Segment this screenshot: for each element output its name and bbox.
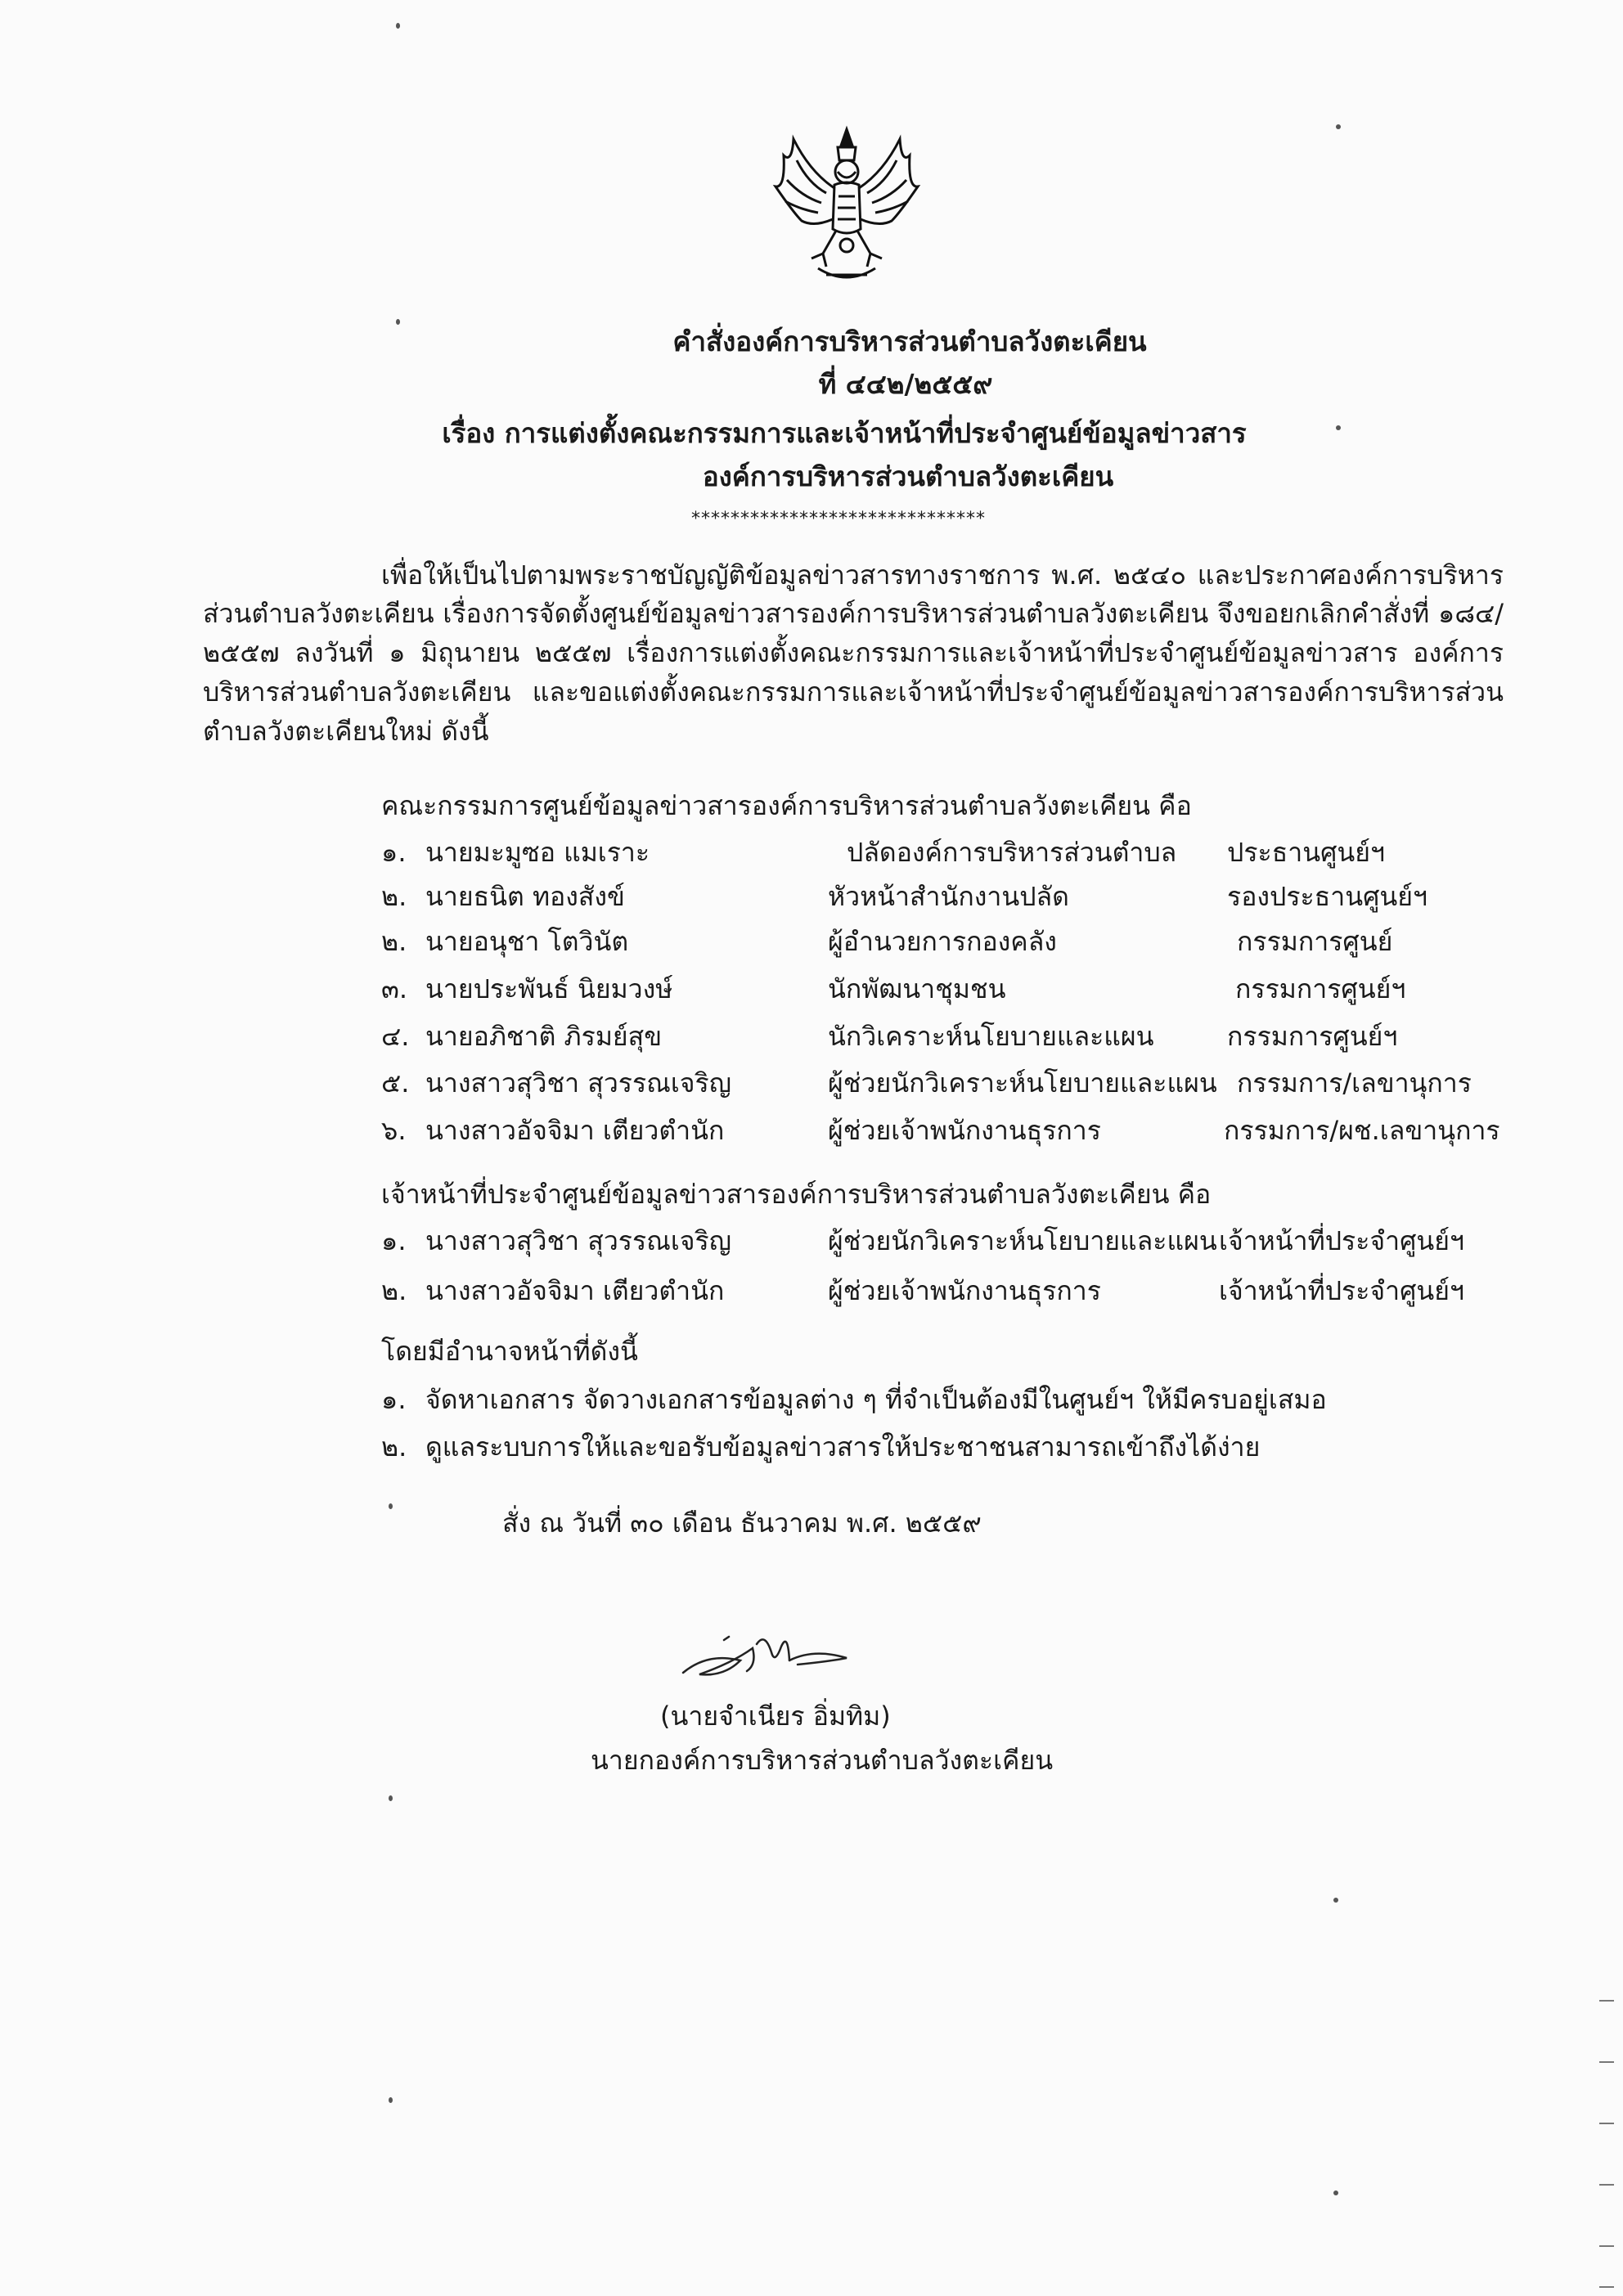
row-number: ๒.: [381, 1275, 407, 1306]
scan-mark: [1599, 2184, 1614, 2186]
duty-row: [0, 1383, 1623, 1422]
staff-name: นางสาวอัจจิมา เตียวตำนัก: [425, 1275, 725, 1306]
order-number: ที่ ๔๔๒/๒๕๕๙: [818, 368, 993, 400]
row-number: ๑.: [381, 1225, 407, 1256]
scan-speck: [1336, 425, 1341, 430]
staff-position: ผู้ช่วยเจ้าพนักงานธุรการ: [828, 1275, 1101, 1306]
order-title: คำสั่งองค์การบริหารส่วนตำบลวังตะเคียน: [672, 326, 1147, 357]
member-role: กรรมการศูนย์: [1237, 926, 1393, 957]
signer-title: นายกองค์การบริหารส่วนตำบลวังตะเคียน: [591, 1745, 1054, 1776]
committee-heading: คณะกรรมการศูนย์ข้อมูลข่าวสารองค์การบริหารส่วนตำบลวังตะเคียน คือ: [381, 790, 1192, 821]
scan-mark: [1599, 2000, 1614, 2002]
member-name: นายอภิชาติ ภิรมย์สุข: [425, 1021, 663, 1052]
paragraph-line: ส่วนตำบลวังตะเคียน เรื่องการจัดตั้งศูนย์ข้อมูลข่าวสารองค์การบริหารส่วนตำบลวังตะเคียน จึงขอยกเลิกคำสั่งที่ ๑๘๔/: [203, 598, 1504, 629]
row-number: ๖.: [381, 1115, 407, 1146]
row-number: ๒.: [381, 1431, 407, 1463]
paragraph-line: เพื่อให้เป็นไปตามพระราชบัญญัติข้อมูลข่าวสารทางราชการ พ.ศ. ๒๕๔๐ และประกาศองค์การบริหาร: [381, 559, 1504, 591]
scan-speck: [396, 319, 400, 325]
paragraph-line: ๒๕๕๗ ลงวันที่ ๑ มิถุนายน ๒๕๕๗ เรื่องการแต่งตั้งคณะกรรมการและเจ้าหน้าที่ประจำศูนย์ข้อมูลข่าวสาร องค์การ: [203, 637, 1504, 668]
member-role: ประธานศูนย์ฯ: [1227, 837, 1385, 868]
staff-row: [0, 1274, 1623, 1314]
row-number: ๕.: [381, 1067, 410, 1099]
member-position: ปลัดองค์การบริหารส่วนตำบล: [847, 837, 1177, 868]
staff-role: เจ้าหน้าที่ประจำศูนย์ฯ: [1219, 1225, 1464, 1256]
handwritten-signature-icon: [675, 1615, 871, 1689]
row-number: ๓.: [381, 973, 408, 1004]
row-number: ๒.: [381, 881, 407, 912]
member-role: รองประธานศูนย์ฯ: [1227, 881, 1427, 912]
garuda-emblem-icon: [769, 123, 924, 290]
order-subject: เรื่อง การแต่งตั้งคณะกรรมการและเจ้าหน้าที่ประจำศูนย์ข้อมูลข่าวสาร: [442, 417, 1247, 449]
scan-speck: [1336, 124, 1341, 129]
staff-heading: เจ้าหน้าที่ประจำศูนย์ข้อมูลข่าวสารองค์การบริหารส่วนตำบลวังตะเคียน คือ: [381, 1179, 1212, 1210]
member-position: นักวิเคราะห์นโยบายและแผน: [828, 1021, 1154, 1052]
staff-row: [0, 1224, 1623, 1264]
duty-row: [0, 1431, 1623, 1470]
committee-row: [0, 880, 1623, 919]
member-name: นายมะมูซอ แมเราะ: [425, 837, 650, 868]
duties-heading: โดยมีอำนาจหน้าที่ดังนี้: [381, 1336, 638, 1367]
scan-mark: [1599, 2245, 1614, 2247]
staff-position: ผู้ช่วยนักวิเคราะห์นโยบายและแผน: [828, 1225, 1217, 1256]
row-number: ๑.: [381, 837, 407, 868]
scan-speck: [389, 1503, 393, 1509]
row-number: ๔.: [381, 1021, 410, 1052]
member-name: นายประพันธ์ นิยมวงษ์: [425, 973, 673, 1004]
row-number: ๑.: [381, 1384, 407, 1415]
member-name: นายอนุชา โตวินัต: [425, 926, 629, 957]
committee-row: [0, 1114, 1623, 1153]
member-position: หัวหน้าสำนักงานปลัด: [828, 881, 1069, 912]
signer-name: (นายจำเนียร อิ่มทิม): [660, 1701, 891, 1732]
member-position: ผู้ช่วยเจ้าพนักงานธุรการ: [828, 1115, 1101, 1146]
committee-row: [0, 1067, 1623, 1106]
committee-row: [0, 973, 1623, 1012]
committee-row: [0, 836, 1623, 875]
committee-row: [0, 925, 1623, 964]
staff-name: นางสาวสุวิชา สุวรรณเจริญ: [425, 1225, 731, 1256]
member-name: นางสาวสุวิชา สุวรรณเจริญ: [425, 1067, 731, 1099]
header-separator: ******************************: [691, 509, 986, 529]
committee-row: [0, 1020, 1623, 1059]
scan-mark: [1599, 2061, 1614, 2063]
row-number: ๒.: [381, 926, 407, 957]
order-date: สั่ง ณ วันที่ ๓๐ เดือน ธันวาคม พ.ศ. ๒๕๕๙: [502, 1507, 982, 1539]
member-name: นายธนิต ทองสังข์: [425, 881, 625, 912]
member-role: กรรมการ/เลขานุการ: [1237, 1067, 1472, 1099]
member-name: นางสาวอัจจิมา เตียวตำนัก: [425, 1115, 725, 1146]
paragraph-line: บริหารส่วนตำบลวังตะเคียน และขอแต่งตั้งคณะกรรมการและเจ้าหน้าที่ประจำศูนย์ข้อมูลข่าวสารองค์การบริหารส่วน: [203, 676, 1504, 708]
scan-speck: [396, 23, 400, 29]
duty-text: จัดหาเอกสาร จัดวางเอกสารข้อมูลต่าง ๆ ที่จำเป็นต้องมีในศูนย์ฯ ให้มีครบอยู่เสมอ: [425, 1384, 1327, 1415]
scan-mark: [1599, 2123, 1614, 2124]
paragraph-line: ตำบลวังตะเคียนใหม่ ดังนี้: [203, 716, 489, 747]
member-position: ผู้ช่วยนักวิเคราะห์นโยบายและแผน: [828, 1067, 1217, 1099]
member-position: ผู้อำนวยการกองคลัง: [828, 926, 1057, 957]
member-position: นักพัฒนาชุมชน: [828, 973, 1006, 1004]
scan-speck: [389, 2097, 393, 2103]
scan-speck: [1333, 1898, 1338, 1903]
duty-text: ดูแลระบบการให้และขอรับข้อมูลข่าวสารให้ประชาชนสามารถเข้าถึงได้ง่าย: [425, 1431, 1261, 1463]
member-role: กรรมการศูนย์ฯ: [1235, 973, 1406, 1004]
staff-role: เจ้าหน้าที่ประจำศูนย์ฯ: [1219, 1275, 1464, 1306]
member-role: กรรมการศูนย์ฯ: [1227, 1021, 1398, 1052]
scan-speck: [389, 1795, 393, 1801]
scan-mark: [1599, 2286, 1614, 2288]
member-role: กรรมการ/ผช.เลขานุการ: [1224, 1115, 1500, 1146]
scan-speck: [1333, 2190, 1338, 2195]
order-subject-line-2: องค์การบริหารส่วนตำบลวังตะเคียน: [702, 461, 1114, 492]
